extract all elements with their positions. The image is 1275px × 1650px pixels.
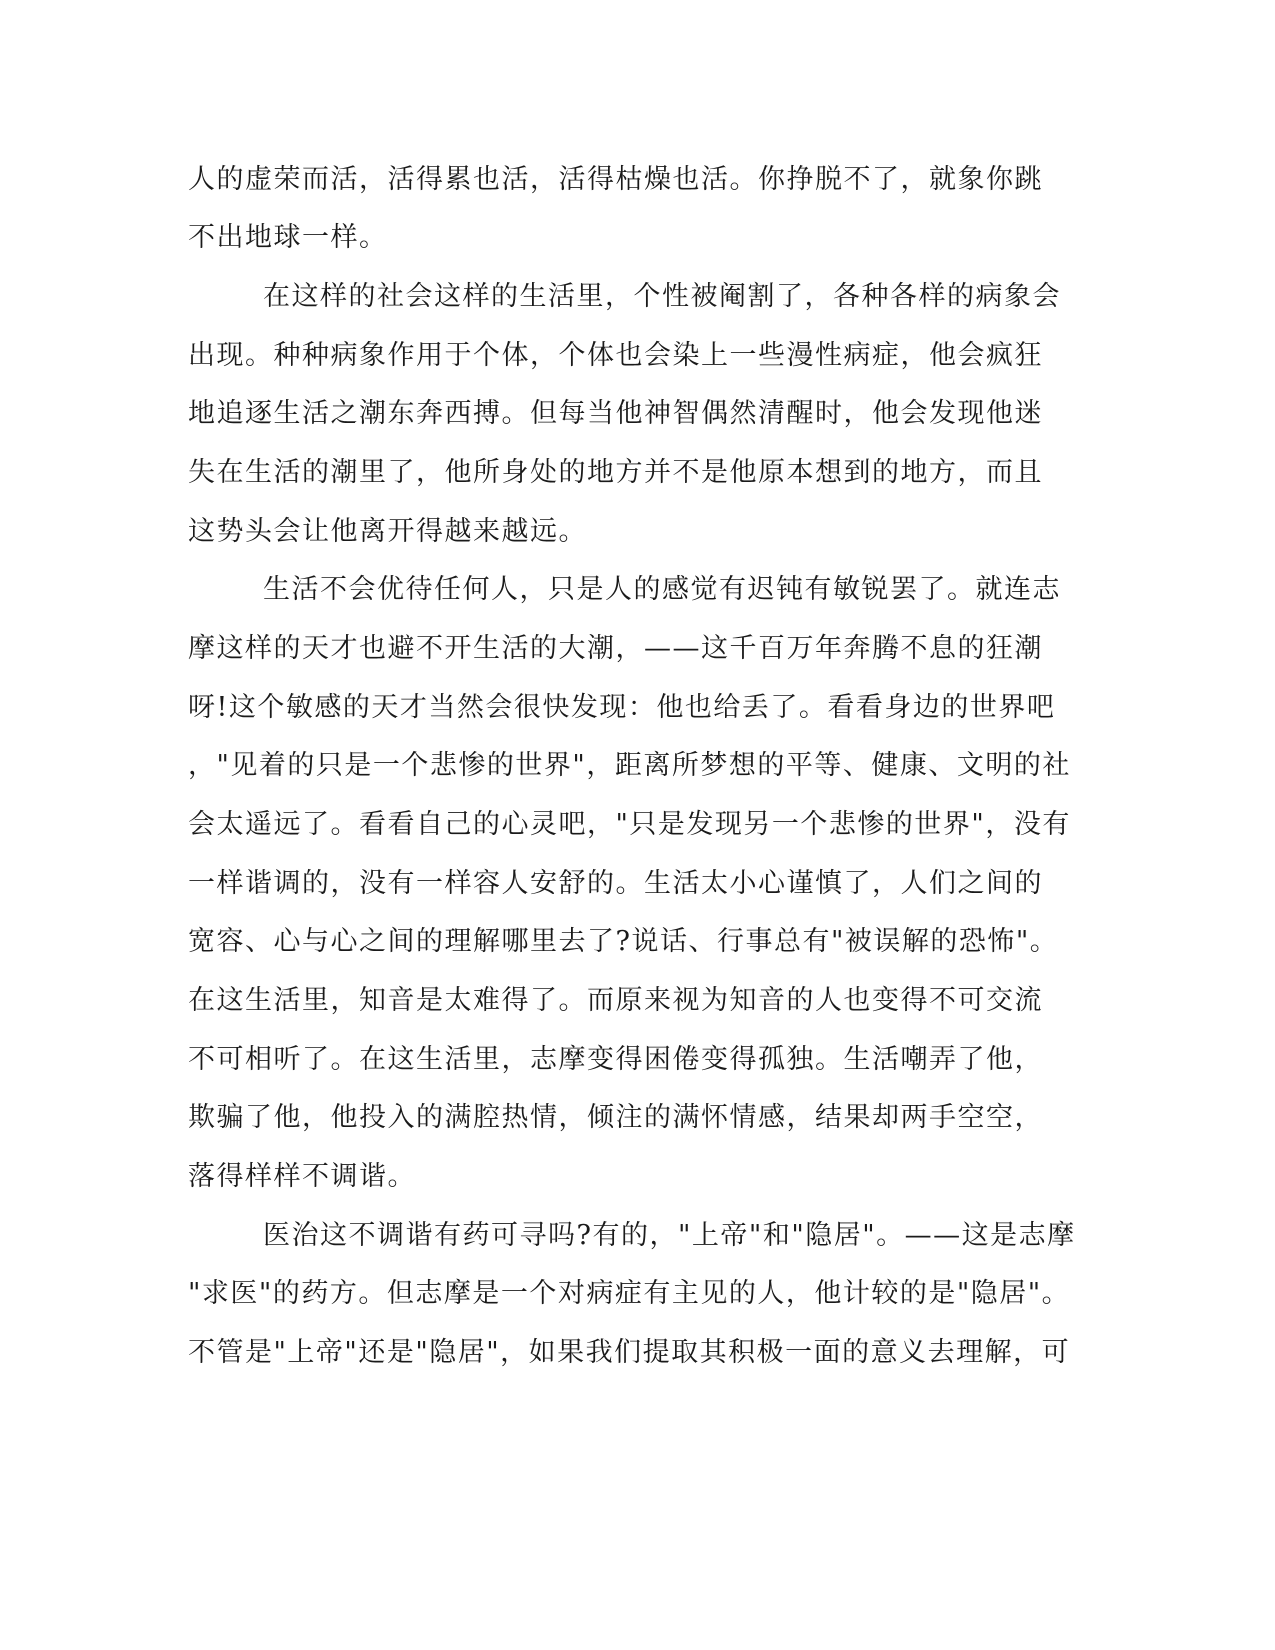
- text-line: 宽容、心与心之间的理解哪里去了?说话、行事总有"被误解的恐怖"。: [188, 926, 1059, 957]
- text-line: 人的虚荣而活，活得累也活，活得枯燥也活。你挣脱不了，就象你跳: [188, 164, 1043, 195]
- text-line: 摩这样的天才也避不开生活的大潮，——这千百万年奔腾不息的狂潮: [188, 633, 1043, 664]
- text-line: 在这生活里，知音是太难得了。而原来视为知音的人也变得不可交流: [188, 985, 1043, 1016]
- text-line: 不管是"上帝"还是"隐居"，如果我们提取其积极一面的意义去理解，可: [188, 1337, 1071, 1368]
- text-line: 会太遥远了。看看自己的心灵吧，"只是发现另一个悲惨的世界"，没有: [188, 809, 1071, 840]
- text-line: "求医"的药方。但志摩是一个对病症有主见的人，他计较的是"隐居"。: [188, 1278, 1071, 1309]
- text-line: 失在生活的潮里了，他所身处的地方并不是他原本想到的地方，而且: [188, 457, 1043, 488]
- text-line: 不可相听了。在这生活里，志摩变得困倦变得孤独。生活嘲弄了他，: [188, 1044, 1043, 1075]
- text-line: 地追逐生活之潮东奔西搏。但每当他神智偶然清醒时，他会发现他迷: [188, 398, 1043, 429]
- paragraph-start-line: 在这样的社会这样的生活里，个性被阉割了，各种各样的病象会: [263, 281, 1061, 312]
- text-line: 出现。种种病象作用于个体，个体也会染上一些漫性病症，他会疯狂: [188, 340, 1043, 371]
- text-line: 呀!这个敏感的天才当然会很快发现：他也给丢了。看看身边的世界吧: [188, 692, 1056, 723]
- paragraph-start-line: 生活不会优待任何人，只是人的感觉有迟钝有敏锐罢了。就连志: [263, 574, 1061, 605]
- text-line: 落得样样不调谐。: [188, 1161, 416, 1192]
- text-line: 欺骗了他，他投入的满腔热情，倾注的满怀情感，结果却两手空空，: [188, 1102, 1043, 1133]
- paragraph-start-line: 医治这不调谐有药可寻吗?有的，"上帝"和"隐居"。——这是志摩: [263, 1220, 1076, 1251]
- text-line: 一样谐调的，没有一样容人安舒的。生活太小心谨慎了，人们之间的: [188, 868, 1043, 899]
- text-line: 不出地球一样。: [188, 222, 388, 253]
- text-line: 这势头会让他离开得越来越远。: [188, 516, 587, 547]
- text-line: ，"见着的只是一个悲惨的世界"，距离所梦想的平等、健康、文明的社: [188, 750, 1071, 781]
